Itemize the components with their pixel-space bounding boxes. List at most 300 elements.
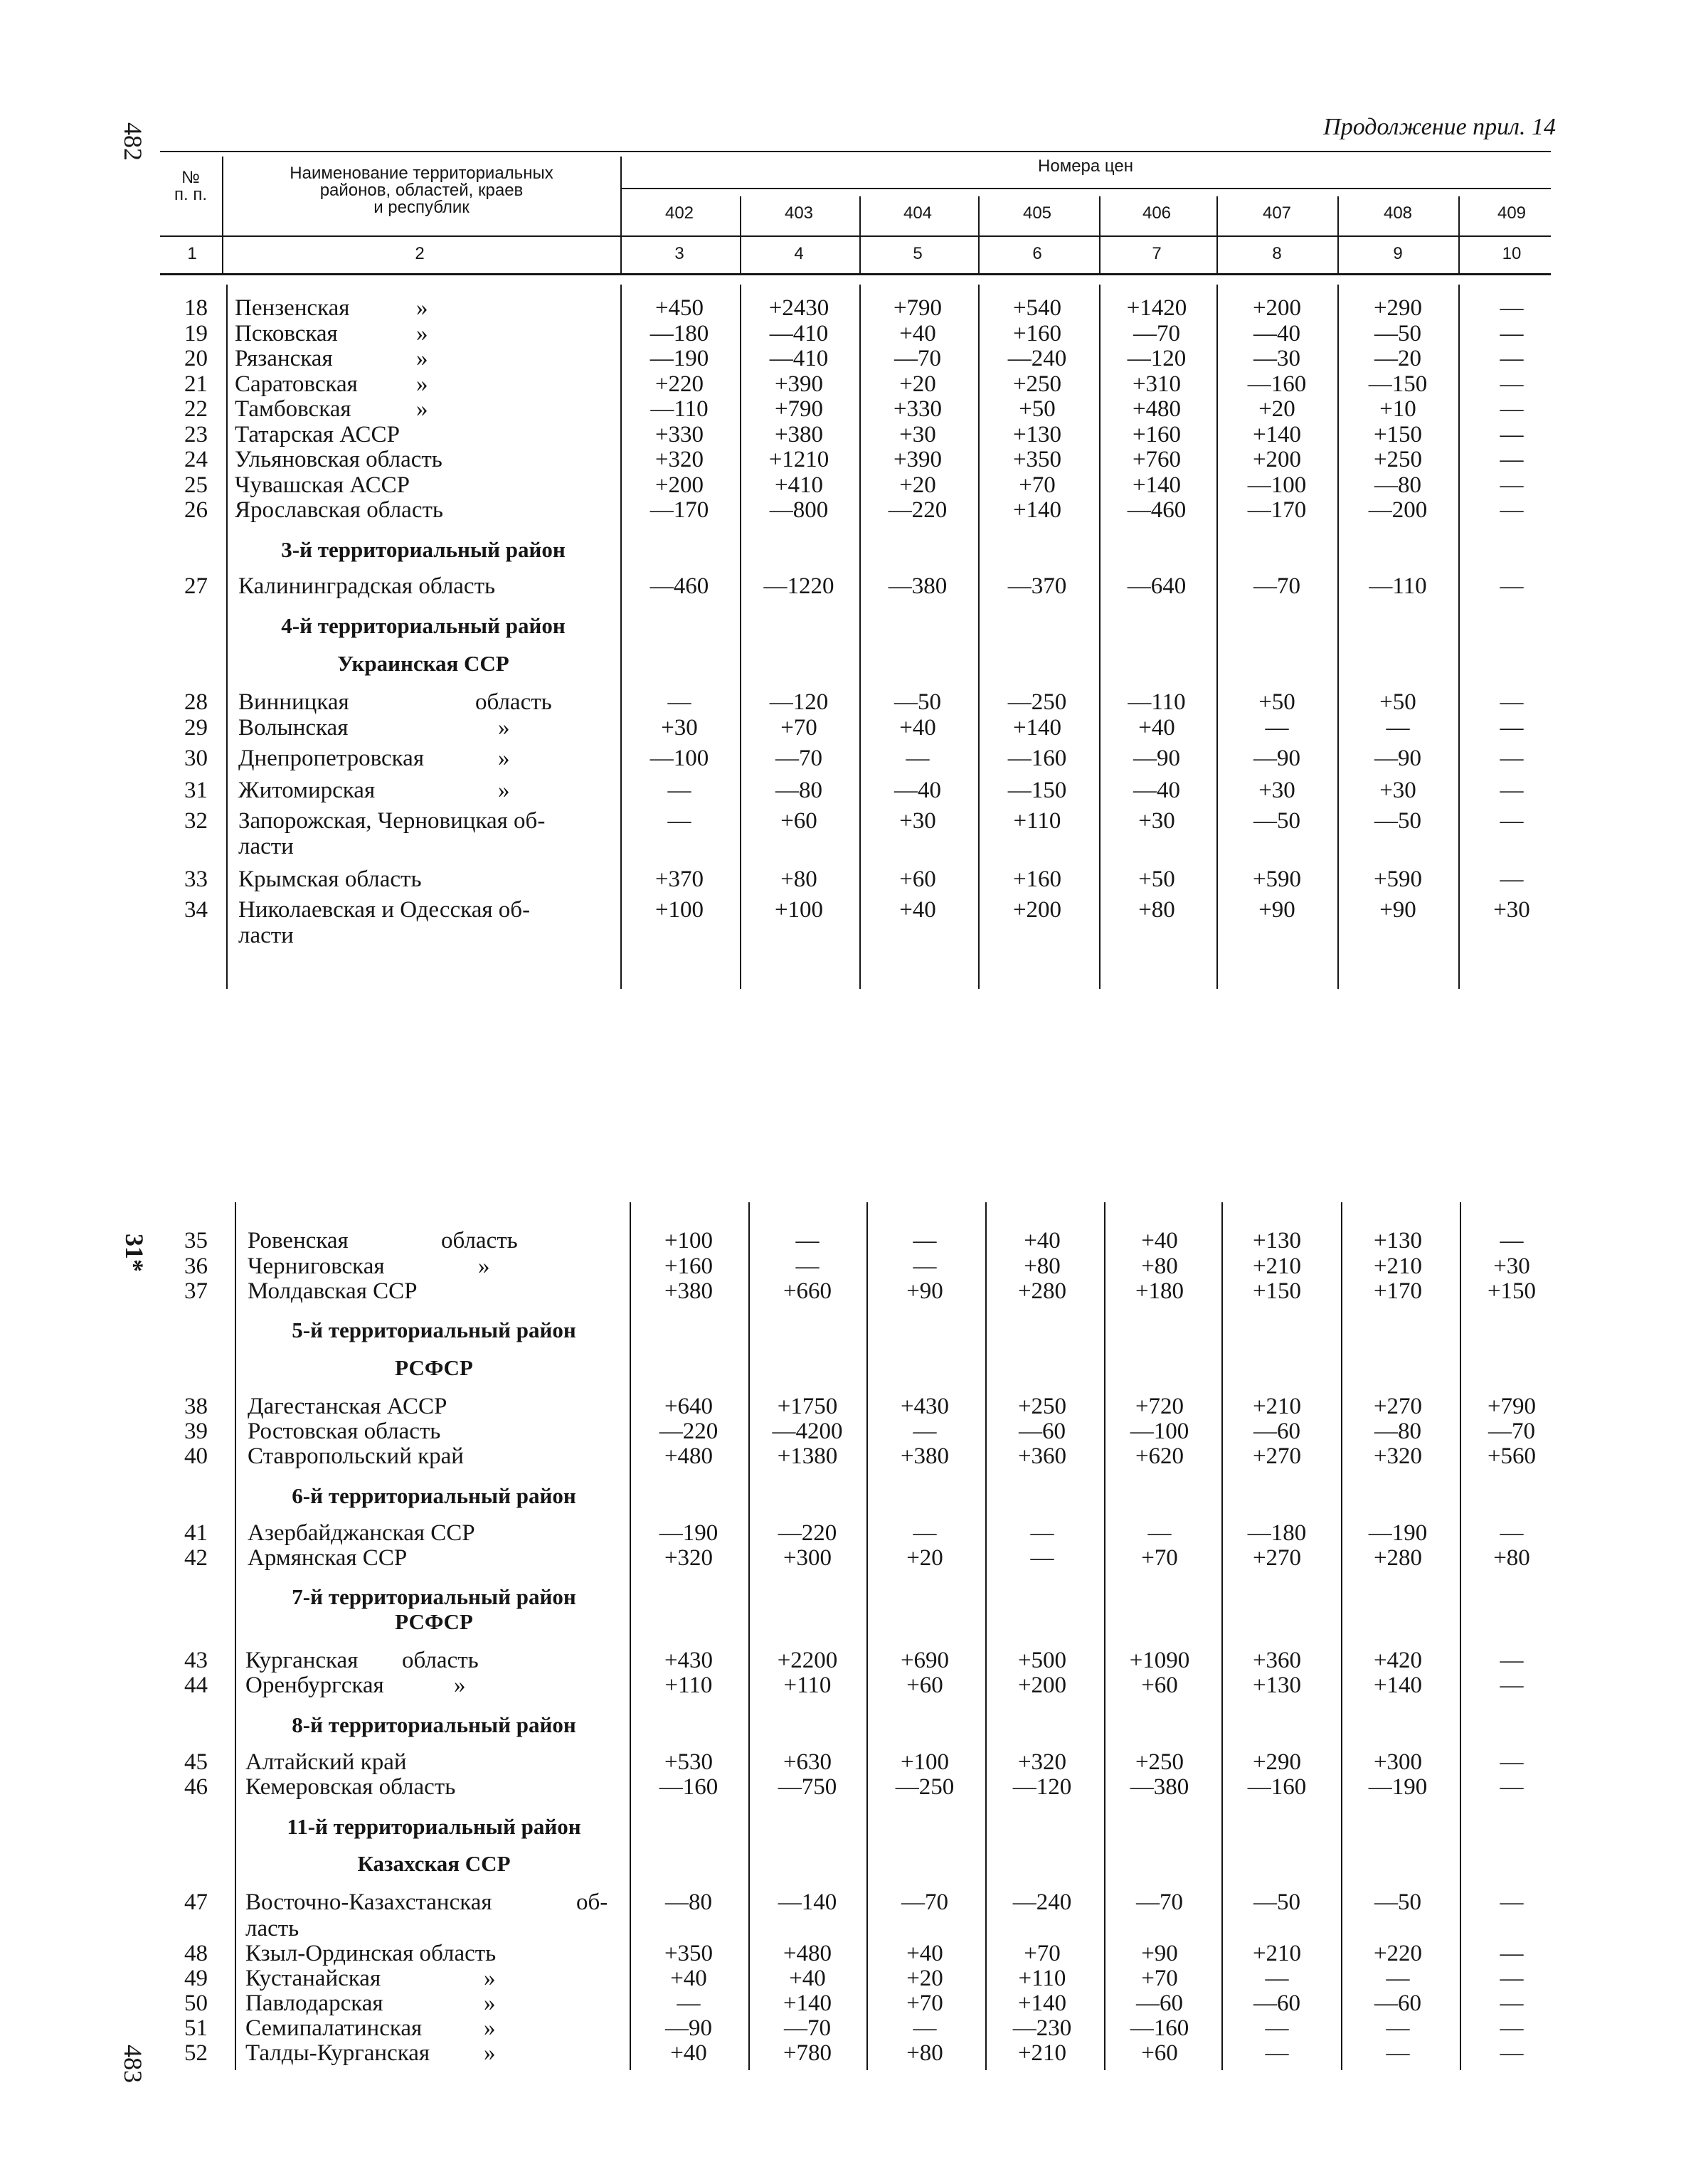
price-value: —40 xyxy=(894,778,941,803)
price-value: — xyxy=(1386,715,1410,741)
row-number: 25 xyxy=(184,472,208,498)
section-heading: РСФСР xyxy=(395,1355,473,1380)
price-value: —180 xyxy=(649,321,709,346)
price-value: +380 xyxy=(664,1278,714,1304)
row-number: 44 xyxy=(184,1673,208,1698)
row-number: 47 xyxy=(184,1889,208,1915)
price-value: +90 xyxy=(1379,897,1416,923)
column-divider xyxy=(978,285,980,989)
price-value: —100 xyxy=(1130,1419,1189,1444)
price-value: +150 xyxy=(1487,1278,1537,1304)
price-value: — xyxy=(1500,2040,1524,2066)
price-value: +100 xyxy=(664,1228,714,1253)
price-code-409: 409 xyxy=(1497,203,1527,223)
section-heading: Украинская ССР xyxy=(337,651,509,676)
region-qualifier: » xyxy=(498,778,510,803)
price-value: —180 xyxy=(1247,1520,1307,1546)
price-value: — xyxy=(1386,1966,1410,1991)
header-divider xyxy=(1216,196,1218,273)
table-row xyxy=(0,1966,1681,1992)
price-value: +270 xyxy=(1252,1443,1302,1469)
price-value: —410 xyxy=(769,346,829,371)
price-value: —160 xyxy=(1007,746,1067,771)
price-value: +690 xyxy=(900,1648,950,1673)
price-value: +40 xyxy=(899,321,936,346)
column-divider xyxy=(859,285,861,989)
price-value: — xyxy=(1147,1520,1172,1546)
price-value: — xyxy=(1500,2015,1524,2041)
price-value: +1210 xyxy=(768,447,829,472)
price-value: +140 xyxy=(1012,715,1062,741)
price-value: — xyxy=(913,1228,937,1253)
row-number: 31 xyxy=(184,778,208,803)
price-value: +130 xyxy=(1252,1673,1302,1698)
price-value: — xyxy=(1265,1966,1289,1991)
price-value: +70 xyxy=(1019,472,1056,498)
region-name: Запорожская, Черновицкая об- xyxy=(238,808,546,834)
region-qualifier: » xyxy=(484,1966,496,1991)
region-name: Оренбургская xyxy=(245,1673,384,1698)
price-value: +40 xyxy=(1141,1228,1178,1253)
price-value: +210 xyxy=(1252,1941,1302,1966)
table-row xyxy=(0,1890,1681,1916)
row-number: 50 xyxy=(184,1990,208,2016)
price-value: — xyxy=(1500,1889,1524,1915)
price-value: +50 xyxy=(1019,396,1056,422)
table-row xyxy=(0,1444,1681,1470)
price-value: —190 xyxy=(1368,1520,1428,1546)
table-row xyxy=(0,1775,1681,1801)
price-value: +140 xyxy=(1373,1673,1423,1698)
price-value: +160 xyxy=(1012,866,1062,892)
price-value: —160 xyxy=(1130,2015,1189,2041)
region-qualifier: » xyxy=(478,1253,490,1279)
region-qualifier: » xyxy=(498,746,510,771)
price-value: —160 xyxy=(1247,371,1307,397)
table-row xyxy=(0,1419,1681,1445)
price-value: +660 xyxy=(783,1278,832,1304)
price-value: +1090 xyxy=(1129,1648,1190,1673)
column-divider xyxy=(1216,285,1218,989)
price-code-407: 407 xyxy=(1262,203,1292,223)
price-value: +360 xyxy=(1252,1648,1302,1673)
price-value: — xyxy=(1500,808,1524,834)
region-qualifier: об- xyxy=(576,1889,608,1915)
price-value: +290 xyxy=(1373,295,1423,321)
price-value: +30 xyxy=(1379,778,1416,803)
price-value: — xyxy=(1500,447,1524,472)
price-value: +170 xyxy=(1373,1278,1423,1304)
price-value: —80 xyxy=(665,1889,712,1915)
header-divider xyxy=(978,196,980,273)
price-value: +330 xyxy=(893,396,943,422)
section-heading: 5-й территориальный район xyxy=(292,1318,576,1342)
price-value: +350 xyxy=(1012,447,1062,472)
region-name: Тамбовская xyxy=(235,396,351,422)
price-value: +1380 xyxy=(777,1443,838,1469)
price-value: —1220 xyxy=(763,573,834,599)
row-number: 30 xyxy=(184,746,208,771)
price-value: — xyxy=(1030,1545,1054,1571)
row-number: 32 xyxy=(184,808,208,834)
price-value: +250 xyxy=(1017,1394,1067,1419)
region-qualifier: » xyxy=(416,396,428,422)
price-value: +90 xyxy=(1258,897,1295,923)
row-number: 27 xyxy=(184,573,208,599)
price-value: +210 xyxy=(1017,2040,1067,2066)
price-value: —120 xyxy=(1012,1774,1072,1800)
table-row xyxy=(0,778,1681,804)
region-qualifier: » xyxy=(484,1990,496,2016)
page-number-bottom: 483 xyxy=(119,2045,147,2083)
price-value: —380 xyxy=(1130,1774,1189,1800)
price-value: +320 xyxy=(1373,1443,1423,1469)
region-qualifier: область xyxy=(441,1228,518,1253)
price-value: +80 xyxy=(1141,1253,1178,1279)
price-value: +200 xyxy=(1012,897,1062,923)
price-value: — xyxy=(1500,1520,1524,1546)
region-name: Винницкая xyxy=(238,689,349,715)
row-number: 28 xyxy=(184,689,208,715)
header-divider xyxy=(1337,196,1339,273)
row-number: 35 xyxy=(184,1228,208,1253)
region-name: Кзыл-Ординская область xyxy=(245,1941,497,1966)
price-value: — xyxy=(1500,1673,1524,1698)
price-value: +20 xyxy=(906,1966,943,1991)
price-value: —70 xyxy=(894,346,941,371)
price-value: —110 xyxy=(650,396,709,422)
price-code-405: 405 xyxy=(1022,203,1052,223)
price-value: +20 xyxy=(906,1545,943,1571)
region-name: Саратовская xyxy=(235,371,358,397)
section-heading: 8-й территориальный район xyxy=(292,1712,576,1737)
price-value: —60 xyxy=(1253,1419,1300,1444)
price-value: +1420 xyxy=(1126,295,1187,321)
price-value: +790 xyxy=(893,295,943,321)
page-number-top: 482 xyxy=(119,122,147,161)
table-row xyxy=(0,1254,1681,1280)
price-code-404: 404 xyxy=(903,203,933,223)
header-divider xyxy=(740,196,741,273)
price-value: +390 xyxy=(774,371,824,397)
table-row xyxy=(0,1673,1681,1699)
price-value: +100 xyxy=(900,1749,950,1775)
price-value: +300 xyxy=(783,1545,832,1571)
price-header-rule xyxy=(620,188,1551,189)
price-value: +20 xyxy=(1258,396,1295,422)
price-value: — xyxy=(1500,1941,1524,1966)
price-value: +70 xyxy=(1024,1941,1061,1966)
row-number: 45 xyxy=(184,1749,208,1775)
price-value: +20 xyxy=(899,472,936,498)
price-value: +590 xyxy=(1373,866,1423,892)
price-value: — xyxy=(1265,2040,1289,2066)
price-value: — xyxy=(1500,371,1524,397)
price-value: +620 xyxy=(1135,1443,1184,1469)
region-name: Николаевская и Одесская об- xyxy=(238,897,531,923)
price-value: — xyxy=(1500,321,1524,346)
price-value: —150 xyxy=(1007,778,1067,803)
price-value: +20 xyxy=(899,371,936,397)
price-value: +160 xyxy=(1012,321,1062,346)
row-number: 52 xyxy=(184,2040,208,2066)
price-value: — xyxy=(1500,1749,1524,1775)
price-value: +630 xyxy=(783,1749,832,1775)
price-value: +210 xyxy=(1373,1253,1423,1279)
price-value: +110 xyxy=(783,1673,832,1698)
column-divider xyxy=(630,1202,631,2070)
price-value: +200 xyxy=(1252,295,1302,321)
price-value: —170 xyxy=(1247,497,1307,523)
price-value: —250 xyxy=(895,1774,955,1800)
region-qualifier: » xyxy=(484,2015,496,2041)
table-row xyxy=(0,809,1681,834)
price-value: — xyxy=(913,1253,937,1279)
price-value: +80 xyxy=(1024,1253,1061,1279)
price-code-408: 408 xyxy=(1383,203,1413,223)
price-value: +130 xyxy=(1373,1228,1423,1253)
price-value: —70 xyxy=(1136,1889,1183,1915)
price-value: — xyxy=(1500,1990,1524,2016)
table-row xyxy=(0,296,1681,322)
price-value: —140 xyxy=(778,1889,837,1915)
table-row xyxy=(0,1648,1681,1674)
header-top-rule xyxy=(160,151,1551,152)
column-index: 8 xyxy=(1272,244,1282,263)
column-index: 5 xyxy=(913,244,923,263)
column-divider xyxy=(1099,285,1101,989)
column-index: 6 xyxy=(1032,244,1042,263)
region-name: Рязанская xyxy=(235,346,333,371)
price-value: — xyxy=(795,1253,820,1279)
price-value: — xyxy=(1500,497,1524,523)
price-value: — xyxy=(667,808,691,834)
price-value: +90 xyxy=(906,1278,943,1304)
region-qualifier: область xyxy=(402,1648,479,1673)
table-row xyxy=(0,898,1681,923)
price-value: +530 xyxy=(664,1749,714,1775)
price-value: —460 xyxy=(649,573,709,599)
price-value: +160 xyxy=(1132,422,1182,447)
price-value: —50 xyxy=(1253,1889,1300,1915)
table-row xyxy=(0,1279,1681,1305)
price-value: —80 xyxy=(1374,1419,1421,1444)
price-value: +270 xyxy=(1252,1545,1302,1571)
price-value: +540 xyxy=(1012,295,1062,321)
region-name: Калининградская область xyxy=(238,573,496,599)
price-value: +40 xyxy=(899,715,936,741)
region-name: Павлодарская xyxy=(245,1990,383,2016)
price-code-406: 406 xyxy=(1142,203,1172,223)
price-value: +210 xyxy=(1252,1394,1302,1419)
price-value: +410 xyxy=(774,472,824,498)
price-value: —120 xyxy=(769,689,829,715)
column-divider xyxy=(1460,1202,1461,2070)
price-value: +100 xyxy=(654,897,704,923)
price-value: +290 xyxy=(1252,1749,1302,1775)
price-value: —70 xyxy=(901,1889,948,1915)
table-row xyxy=(0,1750,1681,1776)
price-code-402: 402 xyxy=(664,203,694,223)
price-value: —120 xyxy=(1127,346,1187,371)
column-index: 1 xyxy=(187,244,197,263)
price-value: — xyxy=(1500,346,1524,371)
price-value: — xyxy=(1500,1774,1524,1800)
price-value: — xyxy=(1386,2015,1410,2041)
table-row xyxy=(0,1941,1681,1967)
header-bottom-rule xyxy=(160,273,1551,275)
row-number: 51 xyxy=(184,2015,208,2041)
price-value: +390 xyxy=(893,447,943,472)
region-qualifier: » xyxy=(498,715,510,741)
region-name: Татарская АССР xyxy=(235,422,400,447)
section-heading: 11-й территориальный район xyxy=(287,1814,581,1839)
price-value: +50 xyxy=(1379,689,1416,715)
price-value: +220 xyxy=(654,371,704,397)
price-value: +110 xyxy=(1013,808,1061,834)
price-value: —70 xyxy=(1253,573,1300,599)
table-row xyxy=(0,1991,1681,2017)
price-value: —220 xyxy=(778,1520,837,1546)
row-number: 49 xyxy=(184,1966,208,1991)
section-heading: Казахская ССР xyxy=(357,1851,511,1876)
region-name: Молдавская ССР xyxy=(248,1278,418,1304)
table-row xyxy=(0,746,1681,772)
price-value: —80 xyxy=(775,778,822,803)
table-row xyxy=(0,1394,1681,1420)
row-number: 29 xyxy=(184,715,208,741)
price-value: +430 xyxy=(664,1648,714,1673)
price-value: +380 xyxy=(900,1443,950,1469)
price-value: +280 xyxy=(1373,1545,1423,1571)
region-name: Азербайджанская ССР xyxy=(248,1520,475,1546)
price-value: +40 xyxy=(670,1966,707,1991)
price-value: +60 xyxy=(780,808,817,834)
row-number: 36 xyxy=(184,1253,208,1279)
price-value: +110 xyxy=(1018,1966,1066,1991)
row-number: 34 xyxy=(184,897,208,923)
price-value: +300 xyxy=(1373,1749,1423,1775)
region-name: Дагестанская АССР xyxy=(248,1394,447,1419)
column-header-number: № п. п. xyxy=(174,168,207,204)
price-value: —240 xyxy=(1012,1889,1072,1915)
region-name: Кустанайская xyxy=(245,1966,381,1991)
price-value: — xyxy=(1500,689,1524,715)
column-divider xyxy=(235,1202,236,2070)
price-value: —240 xyxy=(1007,346,1067,371)
price-value: +210 xyxy=(1252,1253,1302,1279)
region-name: Житомирская xyxy=(238,778,376,803)
price-value: +1750 xyxy=(777,1394,838,1419)
price-value: +270 xyxy=(1373,1394,1423,1419)
region-name: Ровенская xyxy=(248,1228,349,1253)
section-heading: 4-й территориальный район xyxy=(281,613,566,638)
price-value: —90 xyxy=(1253,746,1300,771)
price-value: — xyxy=(1500,1966,1524,1991)
price-value: —30 xyxy=(1253,346,1300,371)
price-value: —110 xyxy=(1369,573,1427,599)
price-value: +250 xyxy=(1012,371,1062,397)
price-value: +250 xyxy=(1373,447,1423,472)
price-value: +40 xyxy=(899,897,936,923)
price-value: —20 xyxy=(1374,346,1421,371)
price-value: +40 xyxy=(1024,1228,1061,1253)
header-mid-rule xyxy=(160,235,1551,237)
row-number: 46 xyxy=(184,1774,208,1800)
price-value: +70 xyxy=(1141,1545,1178,1571)
price-value: +720 xyxy=(1135,1394,1184,1419)
column-header-name: Наименование территориальных районов, областей, краев и республик xyxy=(290,164,553,217)
region-name: Алтайский край xyxy=(245,1749,407,1775)
price-value: —110 xyxy=(1128,689,1186,715)
region-name: Кемеровская область xyxy=(245,1774,456,1800)
row-number: 24 xyxy=(184,447,208,472)
price-value: — xyxy=(1265,715,1289,741)
column-divider xyxy=(748,1202,750,2070)
section-heading: 7-й территориальный район xyxy=(292,1584,576,1609)
price-value: — xyxy=(1500,396,1524,422)
price-value: +280 xyxy=(1017,1278,1067,1304)
price-value: +30 xyxy=(1138,808,1175,834)
price-value: +90 xyxy=(1141,1941,1178,1966)
price-value: —60 xyxy=(1136,1990,1183,2016)
price-value: —190 xyxy=(1368,1774,1428,1800)
printer-signature: 31* xyxy=(120,1234,149,1272)
price-value: +790 xyxy=(1487,1394,1537,1419)
column-divider xyxy=(1458,285,1460,989)
price-value: —60 xyxy=(1019,1419,1066,1444)
price-value: —370 xyxy=(1007,573,1067,599)
region-name: Пензенская xyxy=(235,295,350,321)
price-value: — xyxy=(1500,472,1524,498)
price-value: +110 xyxy=(664,1673,713,1698)
price-value: +320 xyxy=(664,1545,714,1571)
column-divider xyxy=(985,1202,987,2070)
price-value: +500 xyxy=(1017,1648,1067,1673)
row-number: 19 xyxy=(184,321,208,346)
continuation-label: Продолжение прил. 14 xyxy=(1323,114,1556,140)
column-index: 7 xyxy=(1152,244,1162,263)
price-value: +640 xyxy=(664,1394,714,1419)
price-value: — xyxy=(677,1990,701,2016)
column-divider xyxy=(1104,1202,1105,2070)
price-value: +60 xyxy=(1141,1673,1178,1698)
column-divider xyxy=(866,1202,868,2070)
price-value: —60 xyxy=(1253,1990,1300,2016)
price-value: +200 xyxy=(1017,1673,1067,1698)
price-value: —90 xyxy=(1374,746,1421,771)
price-value: +30 xyxy=(1258,778,1295,803)
price-value: —190 xyxy=(659,1520,718,1546)
price-value: +380 xyxy=(774,422,824,447)
price-value: +310 xyxy=(1132,371,1182,397)
price-value: +560 xyxy=(1487,1443,1537,1469)
region-name: Днепропетровская xyxy=(238,746,425,771)
price-value: —100 xyxy=(649,746,709,771)
price-value: +40 xyxy=(670,2040,707,2066)
row-number: 48 xyxy=(184,1941,208,1966)
row-number: 21 xyxy=(184,371,208,397)
price-value: +180 xyxy=(1135,1278,1184,1304)
region-name: Черниговская xyxy=(248,1253,385,1279)
table-row xyxy=(0,423,1681,448)
price-value: +590 xyxy=(1252,866,1302,892)
row-number: 23 xyxy=(184,422,208,447)
section-heading: РСФСР xyxy=(395,1609,473,1634)
price-value: +200 xyxy=(654,472,704,498)
price-value: —60 xyxy=(1374,1990,1421,2016)
price-value: — xyxy=(913,2015,937,2041)
